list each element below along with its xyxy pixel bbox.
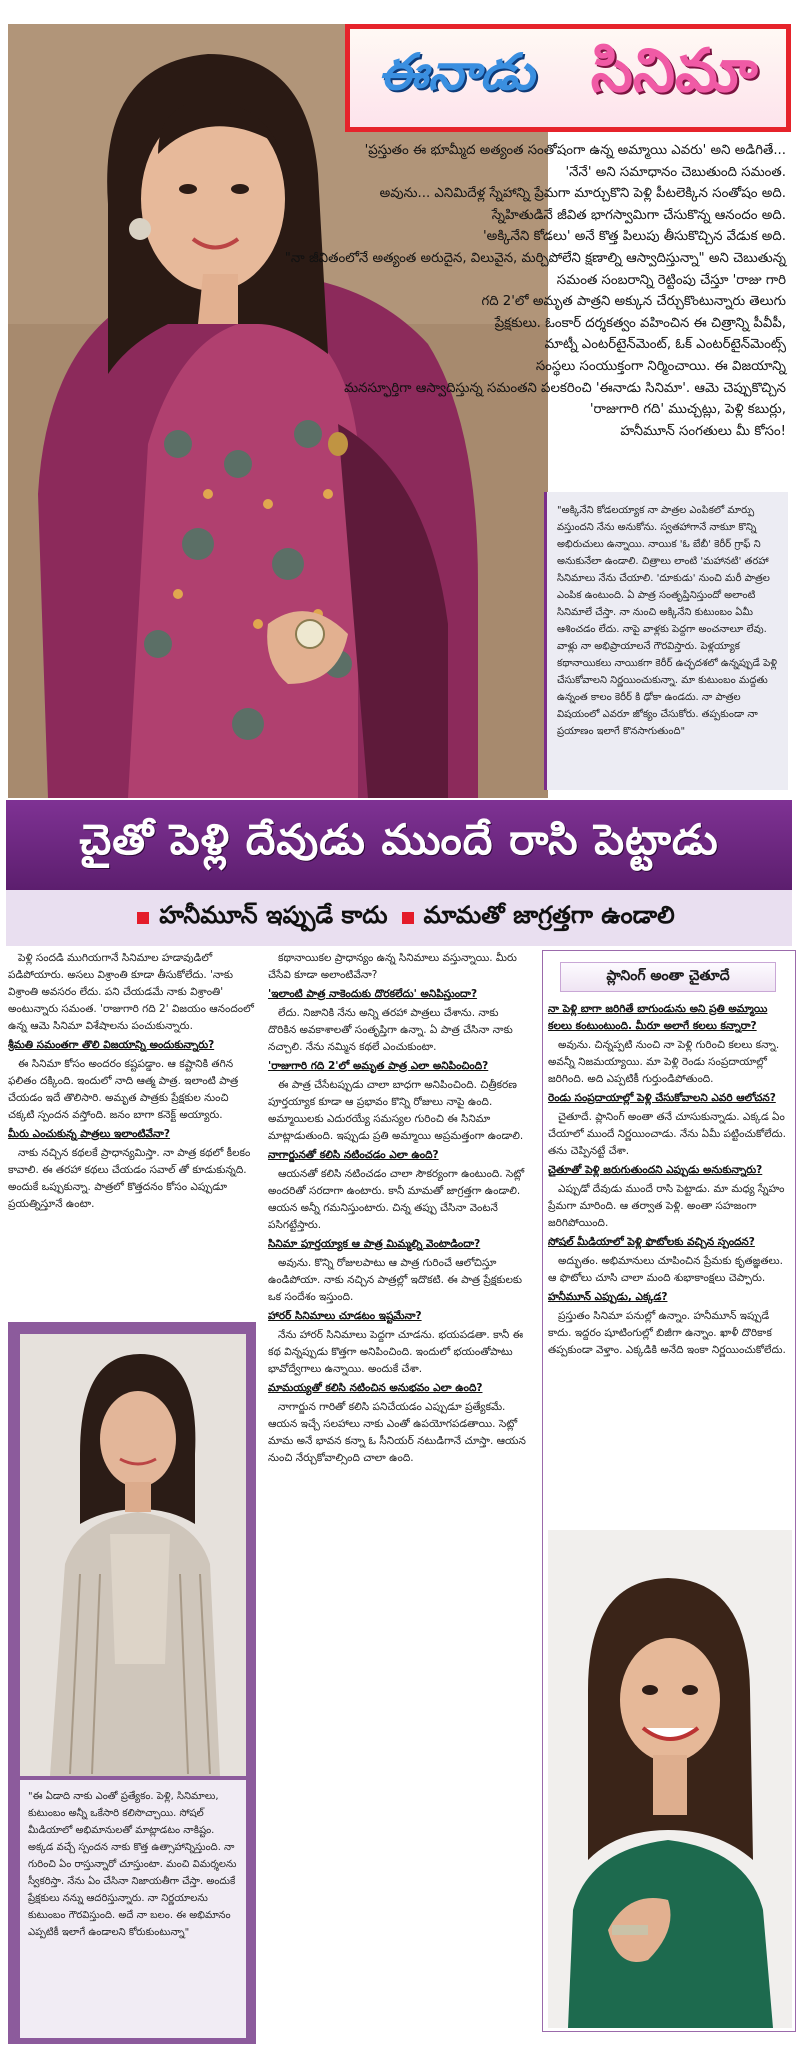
column-question: మీరు ఎంచుకున్న పాత్రలు ఇలాంటివేనా? [8,1128,171,1140]
subhead-item: హనీమూన్ ఇప్పుడే కాదు [159,901,388,929]
article-column-3 [548,1000,790,1520]
column-paragraph: అవును. కొన్ని రోజులపాటు ఆ పాత్ర గురించే ఆలోచిస్తూ ఉండిపోయా. నాకు నచ్చిన పాత్రల్లో ఇదొకటి. ఈ పాత్ర ప్రేక్షకులకు ఒక సందేశం ఇస్తుంది. [268,1257,523,1303]
intro-line: "నా జీవితంలోనే అత్యంత అరుదైన, విలువైన, మర్చిపోలేని క్షణాల్ని ఆస్వాదిస్తున్నా" అని చెబుతున్న సమంత సంబరాన్ని రెట్టింపు చేస్తూ 'రాజు గారి [284,250,786,288]
intro-line: మనస్ఫూర్తిగా ఆస్వాదిస్తున్న సమంతని పలకరించి 'ఈనాడు సినిమా'. ఆమె చెప్పుకొచ్చిన [344,380,786,396]
column-question: శ్రీమతి సమంతగా తొలి విజయాన్ని అందుకున్నారు? [8,1039,215,1051]
column-question: హనీమూన్ ఎప్పుడు, ఎక్కడ? [548,1291,668,1303]
logo-word-cinema: సినిమా [590,36,758,106]
intro-line: ప్రేక్షకులు. ఓంకార్ దర్శకత్వం వహించిన ఈ చిత్రాన్ని పీవీపీ, [494,315,786,331]
column-question: చైతూతో పెళ్లి జరుగుతుందని ఎప్పుడు అనుకున్నారు? [548,1164,763,1176]
sidebar-box-title: ప్లానింగ్ అంతా చైతూదే [560,962,776,992]
column-paragraph: ఈ పాత్ర చేసేటప్పుడు చాలా బాధగా అనిపించింది. చిత్రీకరణ పూర్తయ్యాక కూడా ఆ ప్రభావం కొన్ని రోజులు నాపై ఉంది. అమ్మాయిలకు ఎదురయ్యే సమస్యల గురించి ఈ సినిమా మాట్లాడుతుంది. ఇప్పుడు ప్రతి అమ్మాయి అప్రమత్తంగా ఉండాలి. [268,1079,524,1142]
portrait-illustration [20,1334,246,1776]
subheadline [6,890,792,946]
article-column-1 [8,950,258,1310]
subhead-item: మామతో జాగ్రత్తగా ఉండాలి [423,901,675,929]
column-question: నా పెళ్లి బాగా జరిగితే బాగుండును అని ప్రతి అమ్మాయి కలలు కంటుంటుంది. మీరూ అలాగే కలలు కన్నారా? [548,1003,768,1032]
headline: చైతో పెళ్లి దేవుడు ముందే రాసి పెట్టాడు [79,815,719,864]
column-question: 'ఇలాంటి పాత్ర నాకెందుకు దొరకలేదు' అనిపిస్తుందా? [268,988,478,1000]
column-question: 'రాజుగారి గది 2'లో అమృత పాత్ర ఎలా అనిపించింది? [268,1060,489,1072]
column-paragraph: లేదు. నిజానికి నేను అన్ని తరహా పాత్రలు చేశాను. నాకు దొరికిన అవకాశాలతో సంతృప్తిగా ఉన్నా. ఏ పాత్ర చేసినా నాకు నచ్చాలి. నేను నమ్మిన కథలే ఎంచుకుంటా. [268,1007,513,1053]
column-question: రెండు సంప్రదాయాల్లో పెళ్లి చేసుకోవాలని ఎవరి ఆలోచన? [548,1092,776,1104]
intro-line: అవును... ఎనిమిదేళ్ల స్నేహాన్ని ప్రేమగా మార్చుకొని పెళ్లి పీటలెక్కిన సంతోషం అది. [379,186,786,202]
intro-line: సంస్థలు సంయుక్తంగా నిర్మించాయి. ఈ విజయాన్ని [535,358,786,374]
logo-word-eenadu: ఈనాడు [378,42,535,101]
red-bullet-icon [402,912,414,924]
intro-line: 'అక్కినేని కోడలు' అనే కొత్త పిలుపు తీసుకొచ్చిన వేడుక అది. [483,229,786,245]
intro-line: 'రాజుగారి గది' ముచ్చట్లు, పెళ్లి కబుర్లు, [589,402,786,418]
smiling-portrait-photo [548,1530,792,2028]
column-paragraph: నాగార్జున గారితో కలిసి పనిచేయడం ఎప్పుడూ ప్రత్యేకమే. ఆయన ఇచ్చే సలహాలు నాకు ఎంతో ఉపయోగపడతాయి. సెట్లో మామ అనే భావన కన్నా ఓ సీనియర్ నటుడిగానే చూస్తా. ఆయన నుంచి నేర్చుకోవాల్సింది చాలా ఉంది. [268,1401,526,1464]
eenadu-cinema-logo [345,24,791,132]
intro-line: హనీమూన్ సంగతులు మీ కోసం! [620,423,786,439]
column-paragraph: చైతూదే. ప్లానింగ్ అంతా తనే చూసుకున్నాడు. ఎక్కడ ఏం చేయాలో ముందే నిర్ణయించాడు. నేను ఏమీ పట్టించుకోలేదు. తను చెప్పినట్టే చేశా. [548,1111,786,1157]
intro-line: గది 2'లో అమృత పాత్రని అక్కున చేర్చుకొంటున్నారు తెలుగు [481,294,786,310]
column-question: సోషల్ మీడియాలో పెళ్లి ఫొటోలకు వచ్చిన స్పందన? [548,1236,755,1248]
column-paragraph: అద్భుతం. అభిమానులు చూపించిన ప్రేమకు కృతజ్ఞతలు. ఆ ఫొటోలు చూసి చాలా మంది శుభాకాంక్షలు చెప్పారు. [548,1255,783,1284]
intro-line: 'నేనే' అని సమాధానం చెబుతుంది సమంత. [565,164,786,180]
intro-line: 'ప్రస్తుతం ఈ భూమ్మీద అత్యంత సంతోషంగా ఉన్న అమ్మాయి ఎవరు' అని అడిగితే... [364,143,786,158]
headline-band [6,800,792,890]
article-column-2 [268,950,530,2022]
column-question: సినిమా పూర్తయ్యాక ఆ పాత్ర మిమ్మల్ని వెంటాడిందా? [268,1238,481,1250]
column-question: హారర్ సినిమాలు చూడటం ఇష్టమేనా? [268,1310,422,1322]
column-paragraph: ఎప్పుడో దేవుడు ముందే రాసి పెట్టాడు. మా మధ్య స్నేహం ప్రేమగా మారింది. ఆ తర్వాత పెళ్లి. అంతా సహజంగా జరిగిపోయింది. [548,1183,785,1229]
column-paragraph: కథానాయికల ప్రాధాన్యం ఉన్న సినిమాలు వస్తున్నాయి. మీరు చేసేవి కూడా అలాంటివేనా? [268,952,517,981]
column-question: నాగార్జునతో కలిసి నటించడం ఎలా ఉంది? [268,1149,439,1161]
column-paragraph: ప్రస్తుతం సినిమా పనుల్లో ఉన్నాం. హనీమూన్ ఇప్పుడే కాదు. ఇద్దరం షూటింగుల్లో బిజీగా ఉన్నాం. ఖాళీ దొరికాక తప్పకుండా వెళ్తాం. ఎక్కడికి అనేది ఇంకా నిర్ణయించుకోలేదు. [548,1310,786,1356]
standing-portrait-photo [20,1334,246,1776]
intro-line: మాట్నీ ఎంటర్‌టైన్‌మెంట్, ఓక్ ఎంటర్‌టైన్‌మెంట్స్ [544,337,786,353]
column-paragraph: నేను హారర్ సినిమాలు పెద్దగా చూడను. భయపడతా. కానీ ఈ కథ విన్నప్పుడు కొత్తగా అనిపించింది. ఇందులో భయంతోపాటు భావోద్వేగాలు ఉన్నాయి. అందుకే చేశా. [268,1329,524,1375]
column-paragraph: నాకు నచ్చిన కథలకే ప్రాధాన్యమిస్తా. నా పాత్ర కథలో కీలకం కావాలి. ఈ తరహా కథలు చేయడం సవాల్ తో కూడుకున్నది. అందుకే ఒప్పుకున్నా. పాత్రలో కొత్తదనం కోసం ఎప్పుడూ ప్రయత్నిస్తూనే ఉంటా. [8,1147,251,1210]
column-paragraph: ఆయనతో కలిసి నటించడం చాలా సౌకర్యంగా ఉంటుంది. సెట్లో అందరితో సరదాగా ఉంటారు. కానీ మామతో జాగ్రత్తగా ఉండాలి. ఆయన అన్నీ గమనిస్తుంటారు. చిన్న తప్పు చేసినా వెంటనే పసిగట్టేస్తారు. [268,1168,525,1231]
column-question: మామయ్యతో కలిసి నటించిన అనుభవం ఎలా ఉంది? [268,1382,483,1394]
portrait-illustration [548,1530,792,2028]
column-paragraph: పెళ్లి సందడి ముగియగానే సినిమాల హడావుడిలో పడిపోయారు. అసలు విశ్రాంతి కూడా తీసుకోలేదు. 'నాకు విశ్రాంతి అవసరం లేదు. పని చేయడమే నాకు విశ్రాంతి' అంటున్నారు సమంత. 'రాజుగారి గది 2' విజయం ఆనందంలో ఉన్న ఆమె సినిమా విశేషాలను పంచుకున్నారు. [8,952,254,1032]
intro-paragraph [266,140,786,442]
intro-line: స్నేహితుడినే జీవిత భాగస్వామిగా చేసుకొన్న ఆనందం అది. [491,207,786,223]
pull-quote-box: "అక్కినేని కోడలయ్యాక నా పాత్రల ఎంపికలో మార్పు వస్తుందని నేను అనుకోను. స్వతహాగానే నాకుూ కొన్ని అభిరుచులు ఉన్నాయి. నాయిక 'ఓ బేబీ' కెరీర్ గ్రాఫ్ ని అనుకునేలా ఉండాలి. చిత్రాలు లాంటి 'మహానటి' తరహా సినిమాలు నేను చేయాలి. 'దూకుడు' నుంచి మరీ పాత్రల ఎంపిక ఉంటుంది. ఏ పాత్ర సంతృప్తినిస్తుందో అలాంటి సినిమాలే చేస్తా. నా నుంచి అక్కినేని కుటుంబం ఏమీ ఆశించడం లేదు. నాపై వాళ్లకు పెద్దగా అంచనాలూ లేవు. వాళ్లు నా అభిప్రాయాలనే గౌరవిస్తారు. పెళ్లయ్యాక కథానాయికలు నాయికగా కెరీర్ ఉచ్ఛదశలో ఉన్నప్పుడే పెళ్లి చేసుకోవాలని నిర్ణయించుకున్నా. మా కుటుంబం మద్దతు ఉన్నంత కాలం కెరీర్ కి ఢోకా ఉండదు. నా పాత్రల విషయంలో ఎవరూ జోక్యం చేసుకోరు. తప్పకుండా నా ప్రయాణం ఇలాగే కొనసాగుతుంది" [544,492,788,790]
column-paragraph: ఈ సినిమా కోసం అందరం కష్టపడ్డాం. ఆ కష్టానికి తగిన ఫలితం దక్కింది. ఇందులో నాది ఆత్మ పాత్ర. ఇలాంటి పాత్ర చేయడం ఇదే తొలిసారి. అమృత పాత్రకు ప్రేక్షకుల నుంచి చక్కటి స్పందన వస్తోంది. జనం బాగా కనెక్ట్ అయ్యారు. [8,1058,239,1121]
column-paragraph: అవును. చిన్నప్పటి నుంచి నా పెళ్లి గురించి కలలు కన్నా. అవన్నీ నిజమయ్యాయి. మా పెళ్లి రెండు సంప్రదాయాల్లో జరిగింది. అది ఎప్పటికీ గుర్తుండిపోతుంది. [548,1039,780,1085]
pull-quote-box: "ఈ ఏడాది నాకు ఎంతో ప్రత్యేకం. పెళ్లి, సినిమాలు, కుటుంబం అన్నీ ఒకేసారి కలిసొచ్చాయి. సోషల్ మీడియాలో అభిమానులతో మాట్లాడటం నాకిష్టం. అక్కడ వచ్చే స్పందన నాకు కొత్త ఉత్సాహాన్నిస్తుంది. నా గురించి ఏం రాస్తున్నారో చూస్తుంటా. మంచి విమర్శలను స్వీకరిస్తా. నేను ఏం చేసినా నిజాయతీగా చేస్తా. అందుకే ప్రేక్షకులు నన్ను ఆదరిస్తున్నారు. నా నిర్ణయాలను కుటుంబం గౌరవిస్తుంది. అదే నా బలం. ఈ అభిమానం ఎప్పటికీ ఇలాగే ఉండాలని కోరుకుంటున్నా" [20,1780,246,2038]
red-bullet-icon [137,912,149,924]
